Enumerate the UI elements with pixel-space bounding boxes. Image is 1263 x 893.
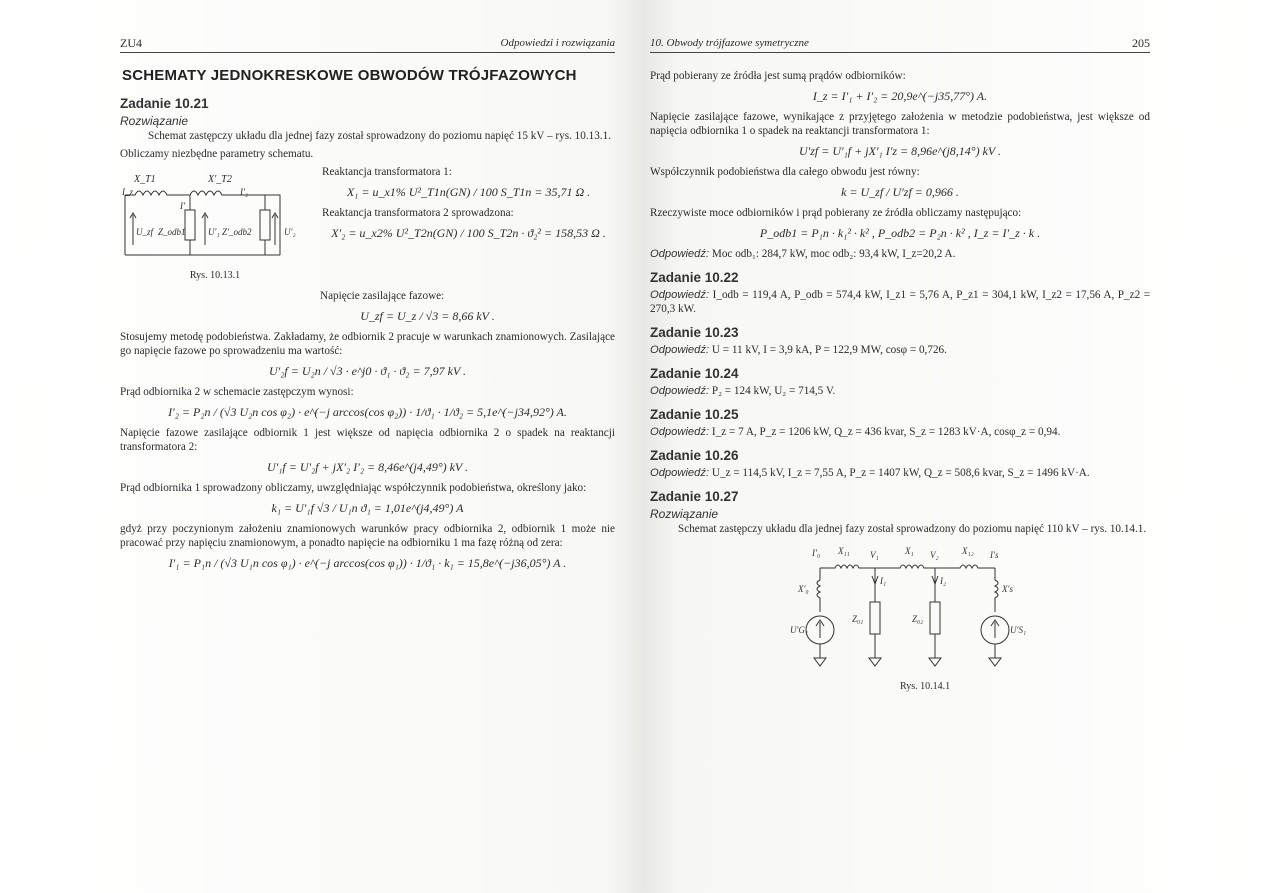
paragraph: Rzeczywiste moce odbiorników i prąd pobierany ze źródła obliczamy następująco: [650, 207, 1022, 219]
figure-10-14-1 [650, 540, 1150, 692]
left-page-number: ZU4 [120, 36, 142, 50]
figure-10-13-1-row [120, 165, 615, 285]
paragraph: Reaktancja transformatora 1: [322, 166, 452, 178]
paragraph: Prąd odbiornika 2 w schemacie zastępczym wynosi: [120, 386, 354, 398]
figure-caption-1: Rys. 10.13.1 [189, 270, 241, 281]
answer-text: I_odb = 119,4 A, P_odb = 574,4 kW, I_z1 = 5,76 A, P_z1 = 304,1 kW, I_z2 = 17,56 A, P_z2 = 270,3 kW. [650, 289, 1151, 315]
circuit-diagram-2 [790, 540, 1030, 676]
label-is: I′s [990, 550, 999, 560]
left-running-title: Odpowiedzi i rozwiązania [500, 37, 615, 49]
task-10-22-title: Zadanie 10.22 [650, 270, 739, 285]
answer-10-22 [650, 288, 1150, 316]
label-il1: I₁ [880, 576, 887, 586]
paragraph: Schemat zastępczy układu dla jednej fazy został sprowadzony do poziomu napięć 15 kV – rys. 10.13.1. [148, 130, 612, 142]
right-page [650, 36, 1150, 692]
task-10-25-title: Zadanie 10.25 [650, 407, 739, 422]
left-page [120, 36, 615, 577]
label-il2: I₂ [940, 576, 947, 586]
task-10-23-title: Zadanie 10.23 [650, 325, 739, 340]
label-v2: V₂ [930, 550, 939, 560]
paragraph: Napięcie zasilające fazowe, wynikające z przyjętego założenia w metodzie podobieństwa, jest większe od napięcia odbiornika 1 o spadek na reaktancji transformatora 1: [650, 111, 1150, 137]
label-zodb2: Z′_odb2 [222, 227, 252, 237]
paragraph: Obliczamy niezbędne parametry schematu. [120, 148, 314, 160]
paragraph: Prąd pobierany ze źródła jest sumą prądów odbiorników: [650, 70, 906, 82]
label-x0: X′₀ [798, 584, 809, 594]
chapter-title: SCHEMATY JEDNOKRESKOWE OBWODÓW TRÓJFAZOWYCH [122, 67, 577, 84]
paragraph: Napięcie zasilające fazowe: [320, 290, 445, 302]
answer-10-26 [650, 466, 1150, 480]
answer-text: U = 11 kV, I = 3,9 kA, P = 122,9 MW, cosφ = 0,726. [711, 344, 947, 356]
formula-uzf: U_zf = U_z / √3 = 8,66 kV . [360, 309, 495, 323]
label-i0: I′₀ [812, 548, 821, 558]
label-z02: Z₀₂ [912, 614, 924, 624]
answer-label: Odpowiedź: [650, 467, 710, 479]
paragraph: Prąd odbiornika 1 sprowadzony obliczamy, uwzględniając współczynnik podobieństwa, określony jako: [120, 482, 587, 494]
label-z01: Z₀₁ [852, 614, 864, 624]
paragraph: Schemat zastępczy układu dla jednej fazy został sprowadzony do poziomu napięć 110 kV – rys. 10.14.1. [678, 523, 1147, 535]
answer-10-21 [650, 247, 1150, 261]
answer-label: Odpowiedź: [650, 289, 710, 301]
task-10-21-title: Zadanie 10.21 [120, 96, 209, 111]
label-ug1: U′G₁ [790, 625, 809, 635]
label-xt1: X_T1 [134, 174, 156, 185]
paragraph: Reaktancja transformatora 2 sprowadzona: [322, 207, 514, 219]
label-v1: V₁ [870, 550, 879, 560]
paragraph: gdyż przy poczynionym założeniu znamionowych warunków pracy odbiornika 2, odbiornik 1 może nie pracować przy napięciu znamionowym, a ponadto napięcie na odbiorniku 1 ma fazę różną od zera: [120, 523, 615, 549]
formula-k1: k₁ = U′₁f √3 / U₁n ϑ₁ = 1,01e^(j4,49°) A [271, 501, 464, 515]
right-page-number: 205 [1132, 36, 1150, 50]
answer-10-23 [650, 343, 1150, 357]
label-us1: U′S₁ [1010, 625, 1027, 635]
answer-label: Odpowiedź: [650, 385, 710, 397]
label-x1: X₁ [905, 546, 914, 556]
label-xs: X′s [1002, 584, 1013, 594]
figure-side-formulas [310, 165, 615, 285]
left-running-head [120, 36, 615, 53]
task-10-26-title: Zadanie 10.26 [650, 448, 739, 463]
label-u1: U′₁ [208, 227, 220, 237]
figure-10-13-1 [120, 165, 310, 285]
task-10-27-title: Zadanie 10.27 [650, 489, 739, 504]
answer-10-25 [650, 425, 1150, 439]
paragraph: Stosujemy metodę podobieństwa. Zakładamy, że odbiornik 2 pracuje w warunkach znamionowych. Zasilające go napięcie fazowe po sprowadzeniu ma wartość: [120, 331, 615, 357]
right-running-head [650, 36, 1150, 53]
formula-x1: X₁ = u_x1% U²_T1n(GN) / 100 S_T1n = 35,71 Ω . [346, 185, 591, 199]
formula-powers: P_odb1 = P₁n · k₁² · k² , P_odb2 = P₂n · k² , I_z = I′_z · k . [759, 226, 1041, 240]
right-running-title: 10. Obwody trójfazowe symetryczne [650, 37, 809, 49]
label-x12: X₁₂ [962, 546, 974, 556]
formula-i1: I′₁ = P₁n / (√3 U₁n cos φ₁) · e^(−j arccos(cos φ₁)) · 1/ϑ₁ · k₁ = 15,8e^(−j36,05°) A . [168, 556, 567, 570]
answer-label: Odpowiedź: [650, 344, 710, 356]
figure-caption-2: Rys. 10.14.1 [900, 681, 951, 692]
label-i1: I′ [180, 201, 185, 211]
formula-u1f: U′₁f = U′₂f + jX′₂ I′₂ = 8,46e^(j4,49°) kV . [266, 460, 469, 474]
answer-10-24 [650, 384, 1150, 398]
answer-text: I_z = 7 A, P_z = 1206 kW, Q_z = 436 kvar, S_z = 1283 kV·A, cosφ_z = 0,94. [711, 426, 1061, 438]
label-xt2: X′_T2 [208, 174, 232, 185]
paragraph: Współczynnik podobieństwa dla całego obwodu jest równy: [650, 166, 920, 178]
formula-k: k = U_zf / U′zf = 0,966 . [841, 185, 959, 199]
label-iz: I_z [122, 187, 133, 197]
formula-iz: I_z = I′₁ + I′₂ = 20,9e^(−j35,77°) A. [812, 89, 988, 103]
formula-i2: I′₂ = P₂n / (√3 U₂n cos φ₂) · e^(−j arccos(cos φ₂)) · 1/ϑ₁ · 1/ϑ₂ = 5,1e^(−j34,92°) A. [168, 405, 567, 419]
label-uzf: U_zf [136, 227, 154, 237]
answer-label: Odpowiedź: [650, 248, 710, 260]
label-x11: X₁₁ [838, 546, 850, 556]
answer-label: Odpowiedź: [650, 426, 710, 438]
answer-text: P₂ = 124 kW, U₂ = 714,5 V. [711, 385, 836, 397]
paragraph: Napięcie fazowe zasilające odbiornik 1 jest większe od napięcia odbiornika 2 o spadek na reaktancji transformatora 2: [120, 427, 615, 453]
answer-text: Moc odb₁: 284,7 kW, moc odb₂: 93,4 kW, I_z=20,2 A. [711, 248, 956, 260]
solution-label: Rozwiązanie [650, 507, 719, 521]
solution-label: Rozwiązanie [120, 114, 189, 128]
label-u2: U′₂ [284, 227, 296, 237]
formula-u2f: U′₂f = U₂n / √3 · e^j0 · ϑ₁ · ϑ₂ = 7,97 kV . [268, 364, 467, 378]
label-i2: I′₂ [240, 187, 249, 197]
answer-text: U_z = 114,5 kV, I_z = 7,55 A, P_z = 1407 kW, Q_z = 508,6 kvar, S_z = 1496 kV·A. [711, 467, 1090, 479]
task-10-24-title: Zadanie 10.24 [650, 366, 739, 381]
label-zodb1: Z_odb1 [158, 227, 186, 237]
formula-x2: X′₂ = u_x2% U²_T2n(GN) / 100 S_T2n · ϑ₂² = 158,53 Ω . [331, 226, 606, 240]
formula-uzf-prime: U′zf = U′₁f + jX′₁ I′z = 8,96e^(j8,14°) kV . [798, 144, 1002, 158]
